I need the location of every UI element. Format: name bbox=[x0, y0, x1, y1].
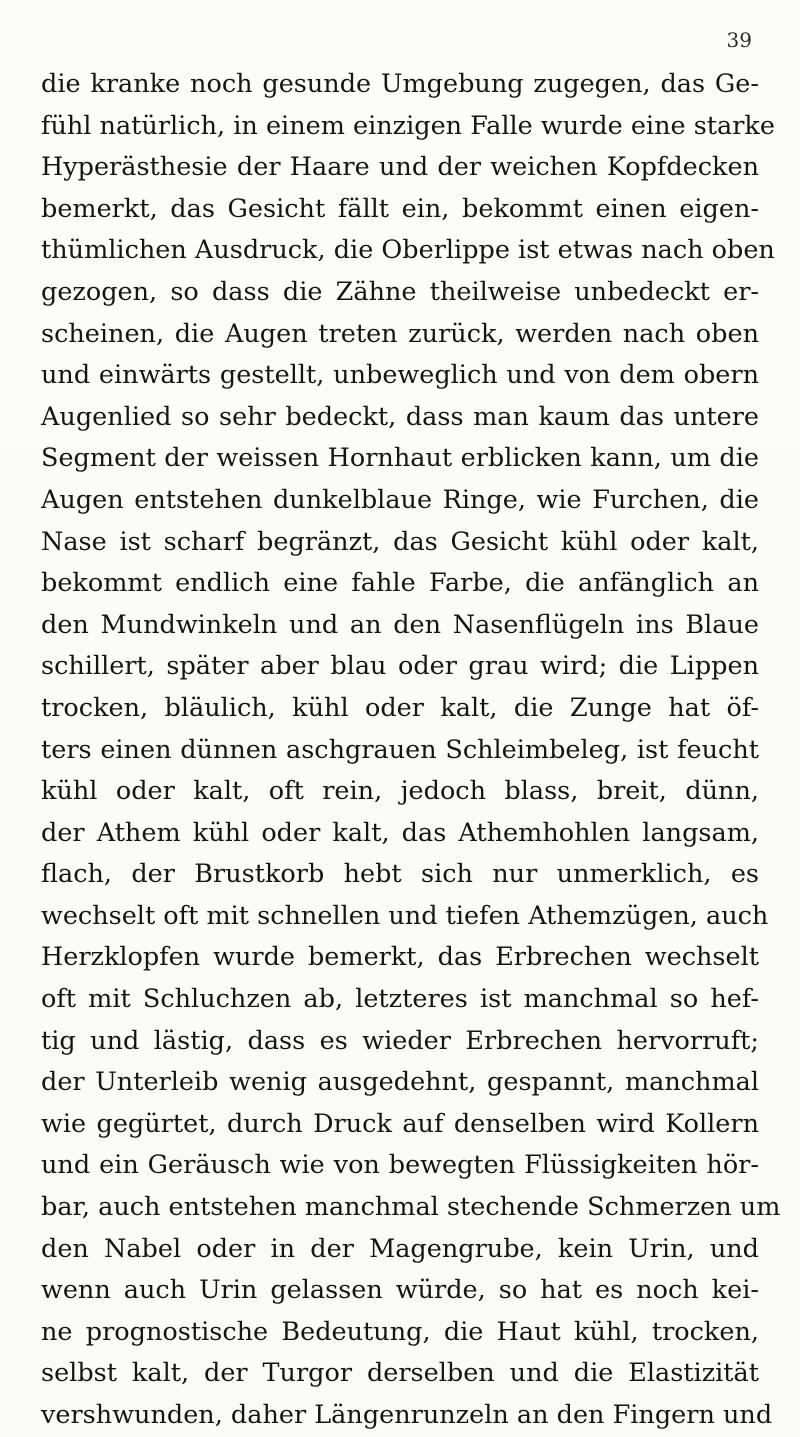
text-line: gezogen, so dass die Zähne theilweise unbedeckt er- bbox=[41, 276, 759, 307]
text-line: ters einen dünnen aschgrauen Schleimbeleg, ist feucht bbox=[41, 734, 759, 765]
page-number: 39 bbox=[726, 28, 752, 52]
text-line: der Unterleib wenig ausgedehnt, gespannt, manchmal bbox=[41, 1067, 759, 1098]
body-text bbox=[41, 64, 781, 1437]
text-line: wenn auch Urin gelassen würde, so hat es noch kei- bbox=[41, 1275, 759, 1306]
text-line: oft mit Schluchzen ab, letzteres ist manchmal so hef- bbox=[41, 984, 759, 1015]
text-line: Augen entstehen dunkelblaue Ringe, wie Furchen, die bbox=[41, 484, 759, 515]
text-line: Herzklopfen wurde bemerkt, das Erbrechen wechselt bbox=[41, 942, 759, 973]
text-line: Augenlied so sehr bedeckt, dass man kaum das untere bbox=[41, 401, 759, 432]
text-line: trocken, bläulich, kühl oder kalt, die Zunge hat öf- bbox=[41, 692, 759, 723]
text-line: wie gegürtet, durch Druck auf denselben wird Kollern bbox=[41, 1108, 759, 1139]
text-line: vershwunden, daher Längenrunzeln an den Fingern und bbox=[41, 1400, 773, 1430]
text-line: Nase ist scharf begränzt, das Gesicht kühl oder kalt, bbox=[41, 526, 759, 557]
text-line: bekommt endlich eine fahle Farbe, die anfänglich an bbox=[41, 568, 759, 599]
text-line: kühl oder kalt, oft rein, jedoch blass, breit, dünn, bbox=[41, 776, 759, 807]
text-line: bar, auch entstehen manchmal stechende Schmerzen um bbox=[41, 1192, 781, 1223]
text-line: flach, der Brustkorb hebt sich nur unmerklich, es bbox=[41, 859, 759, 890]
text-line: thümlichen Ausdruck, die Oberlippe ist etwas nach oben bbox=[41, 235, 775, 266]
text-line: scheinen, die Augen treten zurück, werden nach oben bbox=[41, 318, 759, 349]
text-line: und ein Geräusch wie von bewegten Flüssigkeiten hör- bbox=[41, 1150, 759, 1181]
text-line: den Nabel oder in der Magengrube, kein Urin, und bbox=[41, 1233, 759, 1264]
text-line: tig und lästig, dass es wieder Erbrechen hervorruft; bbox=[41, 1025, 759, 1056]
text-line: und einwärts gestellt, unbeweglich und von dem obern bbox=[41, 360, 759, 391]
text-line: den Mundwinkeln und an den Nasenflügeln ins Blaue bbox=[41, 609, 759, 640]
text-line: Hyperästhesie der Haare und der weichen Kopfdecken bbox=[41, 152, 759, 183]
text-line: Segment der weissen Hornhaut erblicken kann, um die bbox=[41, 443, 759, 474]
text-line: der Athem kühl oder kalt, das Athemhohlen langsam, bbox=[41, 817, 759, 848]
text-line: die kranke noch gesunde Umgebung zugegen, das Ge- bbox=[41, 69, 759, 99]
text-line: bemerkt, das Gesicht fällt ein, bekommt einen eigen- bbox=[41, 193, 759, 224]
text-line: schillert, später aber blau oder grau wird; die Lippen bbox=[41, 651, 759, 682]
text-line: selbst kalt, der Turgor derselben und die Elastizität bbox=[41, 1358, 759, 1389]
text-line: wechselt oft mit schnellen und tiefen Athemzügen, auch bbox=[41, 900, 769, 931]
text-line: ne prognostische Bedeutung, die Haut kühl, trocken, bbox=[41, 1316, 759, 1347]
text-line: fühl natürlich, in einem einzigen Falle wurde eine starke bbox=[41, 110, 775, 141]
